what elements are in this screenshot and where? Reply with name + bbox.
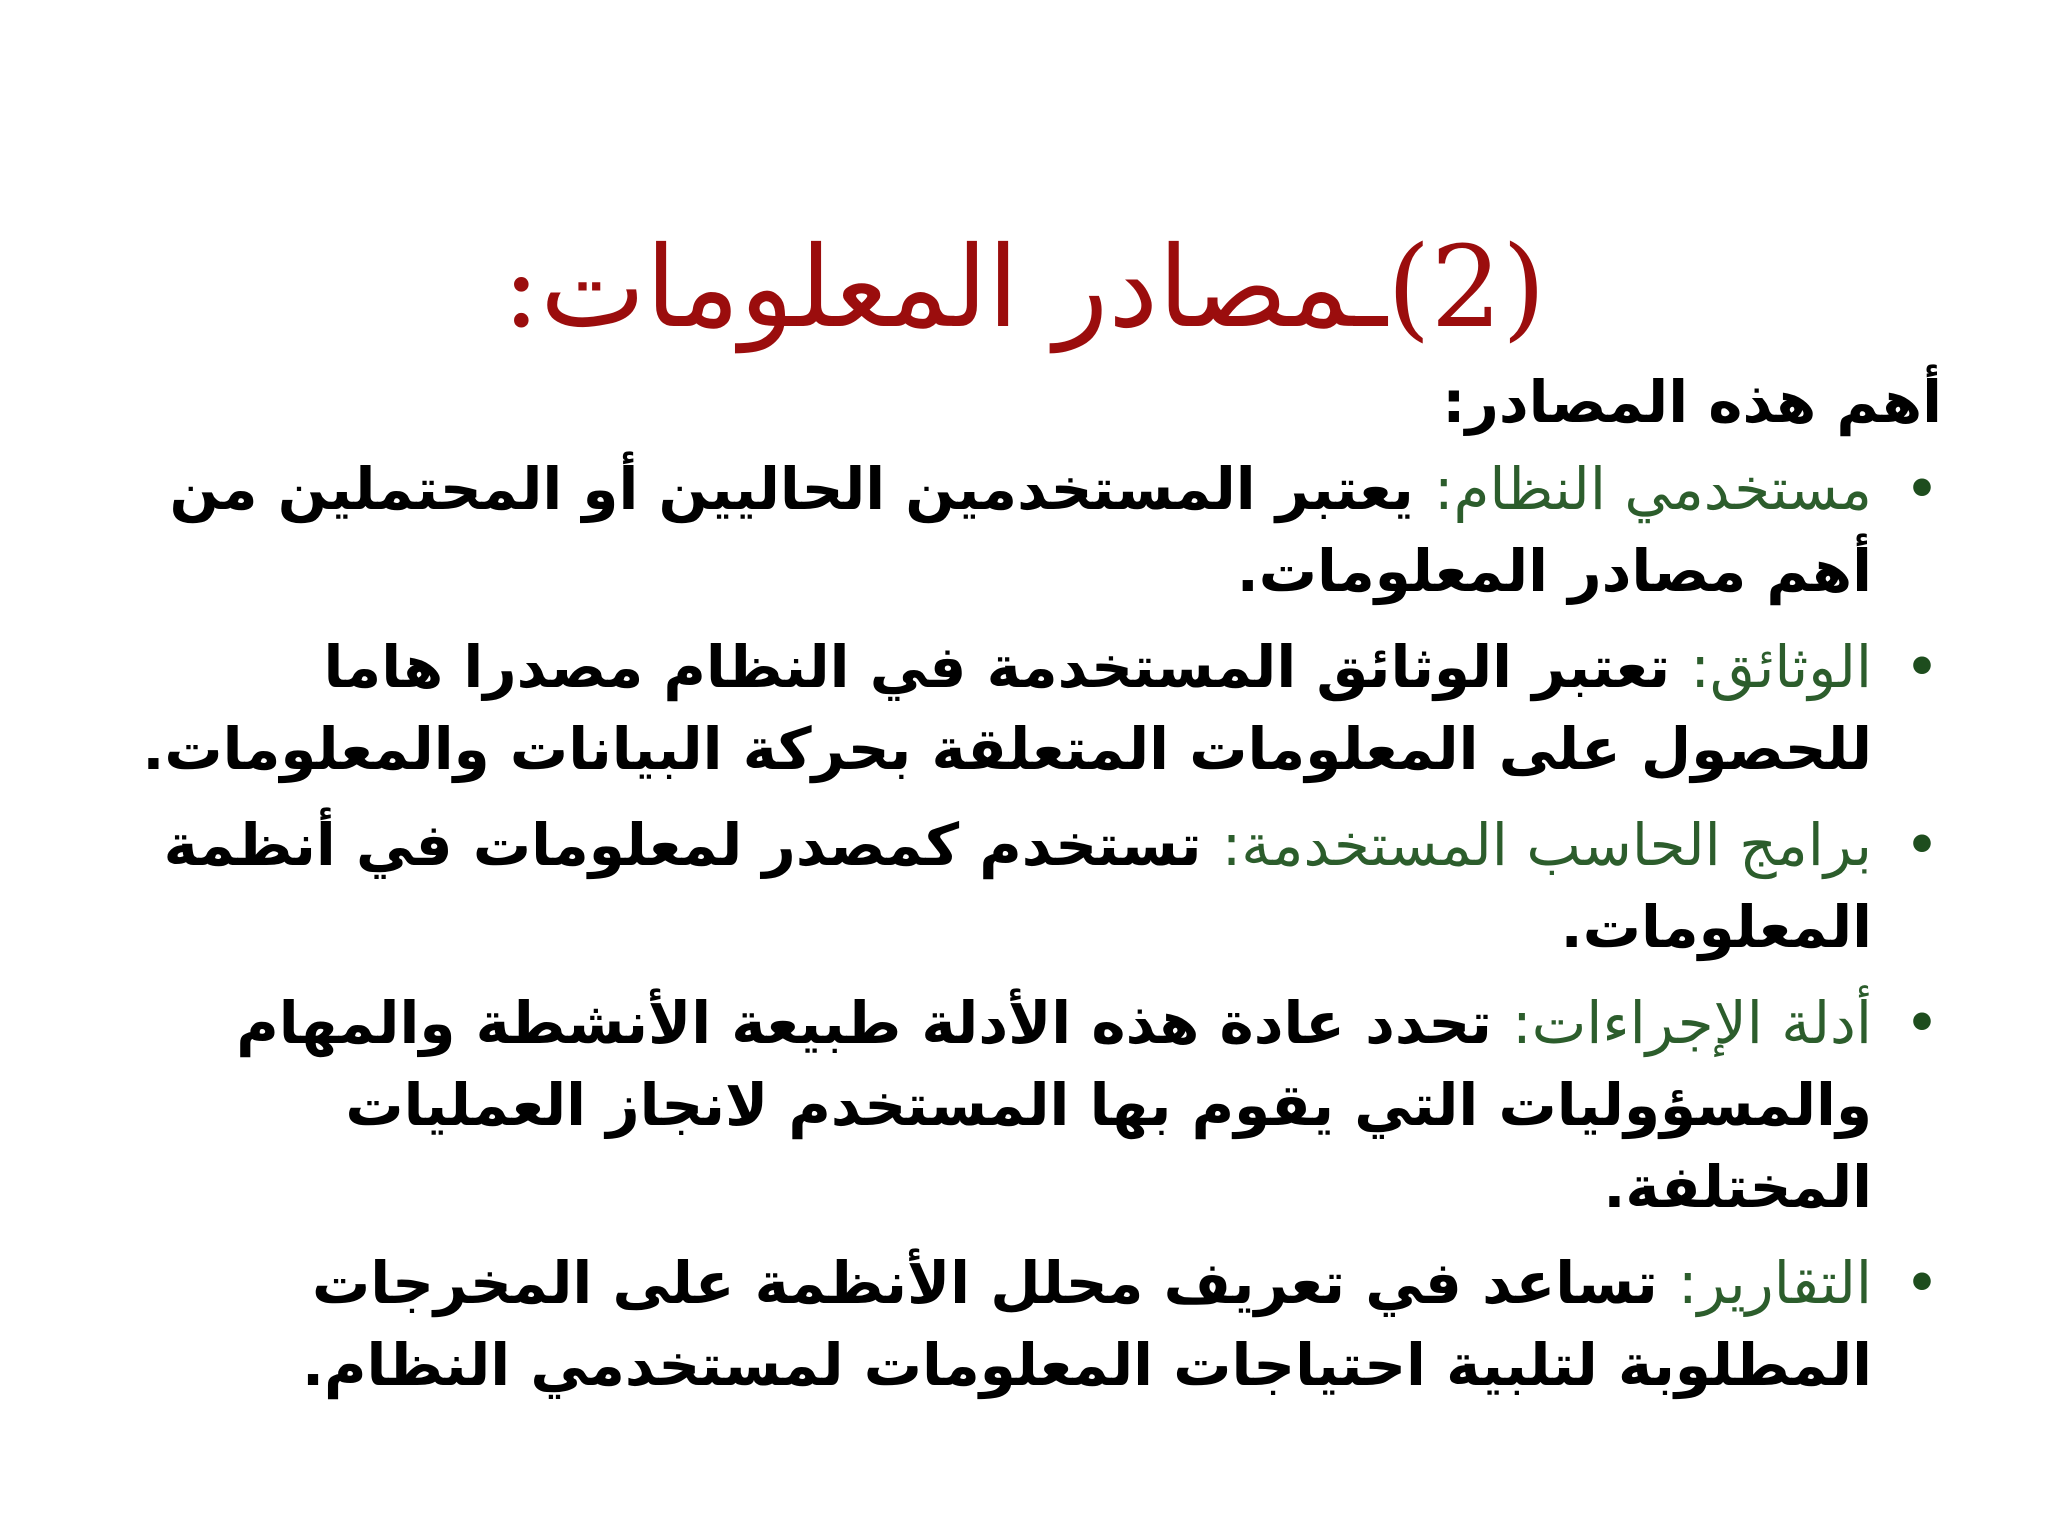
bullet-icon: • — [1906, 816, 1938, 874]
bullet-item-system-users — [102, 448, 1942, 612]
bullet-list — [102, 448, 1942, 1406]
bullet-term: أدلة الإجراءات: — [1512, 989, 1872, 1057]
bullet-item-reports — [102, 1242, 1942, 1406]
bullet-text: تساعد في تعريف محلل الأنظمة على المخرجات المطلوبة لتلبية احتياجات المعلومات لمستخدمي النظام. — [301, 1249, 1872, 1399]
slide-content — [102, 364, 1942, 1420]
bullet-icon: • — [1906, 994, 1938, 1052]
bullet-text: تستخدم كمصدر لمعلومات في أنظمة المعلومات. — [163, 811, 1872, 961]
bullet-icon: • — [1906, 638, 1938, 696]
bullet-term: الوثائق: — [1690, 633, 1872, 701]
bullet-icon: • — [1906, 460, 1938, 518]
intro-text: أهم هذه المصادر: — [1442, 368, 1942, 436]
bullet-text: يعتبر المستخدمين الحاليين أو المحتملين من أهم مصادر المعلومات. — [169, 455, 1872, 605]
slide-title: (2)ـمصادر المعلومات: — [502, 223, 1546, 354]
bullet-text: تحدد عادة هذه الأدلة طبيعة الأنشطة والمهام والمسؤوليات التي يقوم بها المستخدم لانجاز العمليات المختلفة. — [236, 989, 1872, 1221]
bullet-text: تعتبر الوثائق المستخدمة في النظام مصدرا هاما للحصول على المعلومات المتعلقة بحركة البيانات والمعلومات. — [142, 633, 1872, 783]
bullet-item-documents — [102, 626, 1942, 790]
bullet-term: مستخدمي النظام: — [1433, 455, 1872, 523]
bullet-term: برامج الحاسب المستخدمة: — [1221, 811, 1872, 879]
bullet-item-software — [102, 804, 1942, 968]
bullet-icon: • — [1906, 1254, 1938, 1312]
bullet-term: التقارير: — [1678, 1249, 1872, 1317]
bullet-item-procedure-manuals — [102, 982, 1942, 1228]
